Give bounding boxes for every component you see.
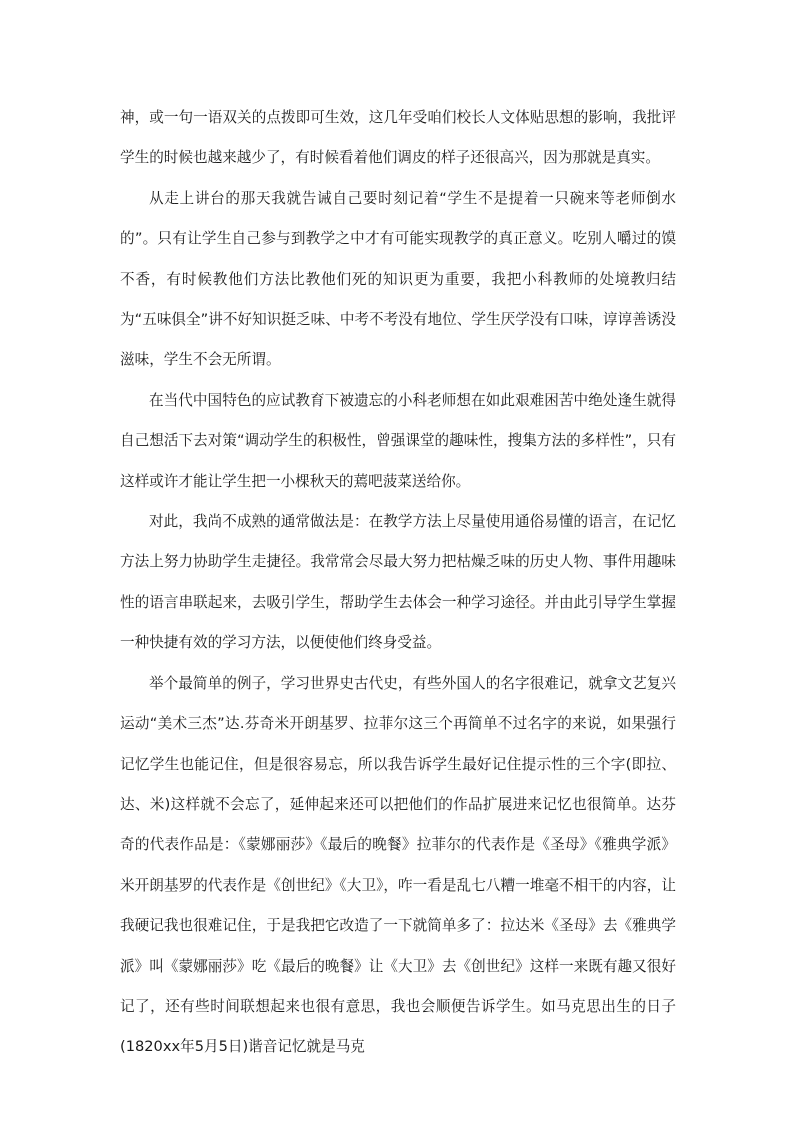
paragraph-3: 在当代中国特色的应试教育下被遗忘的小科老师想在如此艰难困苦中绝处逢生就得自己想活下去对策“调动学生的积极性，曾强课堂的趣味性，搜集方法的多样性”，只有这样或许才能让学生把一小棵秋天的蔫吧菠菜送给你。 bbox=[120, 391, 676, 490]
document-body bbox=[120, 98, 676, 1068]
paragraph-4: 对此，我尚不成熟的通常做法是：在教学方法上尽量使用通俗易懂的语言，在记忆方法上努力协助学生走捷径。我常常会尽最大努力把枯燥乏味的历史人物、事件用趣味性的语言串联起来，去吸引学生，帮助学生去体会一种学习途径。并由此引导学生掌握一种快捷有效的学习方法，以便使他们终身受益。 bbox=[120, 513, 676, 652]
paragraph-5: 举个最简单的例子，学习世界史古代史，有些外国人的名字很难记，就拿文艺复兴运动“美术三杰”达.芬奇米开朗基罗、拉菲尔这三个再简单不过名字的来说，如果强行记忆学生也能记住，但是很容易忘，所以我告诉学生最好记住提示性的三个字(即拉、达、米)这样就不会忘了，延伸起来还可以把他们的作品扩展进来记忆也很简单。达芬奇的代表作品是：《蒙娜丽莎》《最后的晚餐》拉菲尔的代表作是《圣母》《雅典学派》米开朗基罗的代表作是《创世纪》《大卫》，咋一看是乱七八糟一堆毫不相干的内容，让我硬记我也很难记住，于是我把它改造了一下就简单多了：拉达米《圣母》去《雅典学派》叫《蒙娜丽莎》吃《最后的晚餐》让《大卫》去《创世纪》这样一来既有趣又很好记了，还有些时间联想起来也很有意思，我也会顺便告诉学生。如马克思出生的日子(1820xx年5月5日)谐音记忆就是马克 bbox=[120, 674, 676, 1056]
paragraph-1: 神，或一句一语双关的点拨即可生效，这几年受咱们校长人文体贴思想的影响，我批评学生的时候也越来越少了，有时候看着他们调皮的样子还很高兴，因为那就是真实。 bbox=[120, 109, 676, 167]
paragraph-2: 从走上讲台的那天我就告诫自己要时刻记着“学生不是提着一只碗来等老师倒水的”。只有让学生自己参与到教学之中才有可能实现教学的真正意义。吃别人嚼过的馍不香，有时候教他们方法比教他们死的知识更为重要，我把小科教师的处境教归结为“五味俱全”讲不好知识挺乏味、中考不考没有地位、学生厌学没有口味，谆谆善诱没滋味，学生不会无所谓。 bbox=[120, 189, 676, 369]
